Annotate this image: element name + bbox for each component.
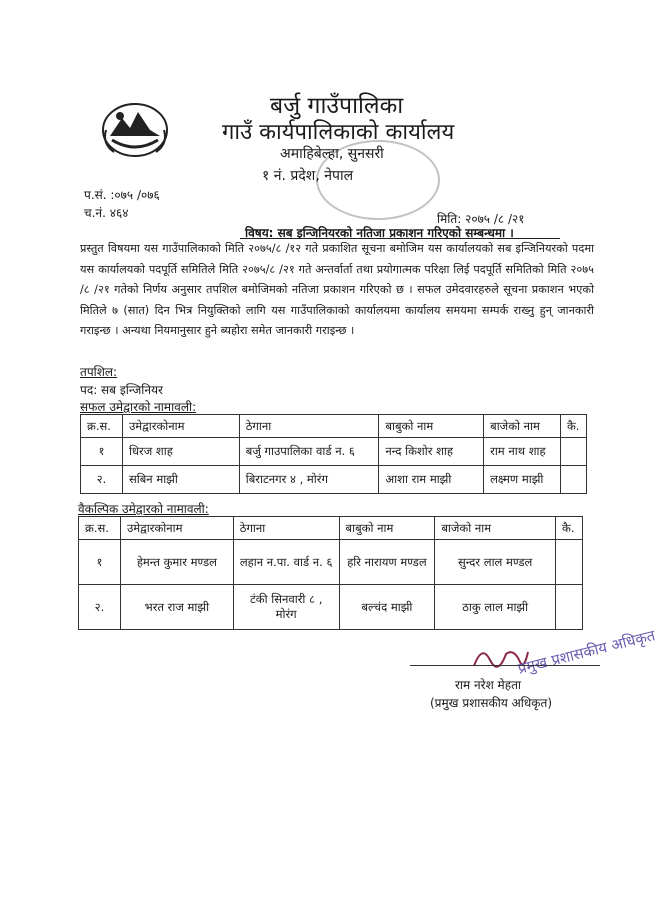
letter-date: मिति: २०७५ /८ /२१: [437, 212, 525, 226]
cell-remarks: [555, 540, 582, 585]
body-paragraph: प्रस्तुत विषयमा यस गाउँपालिकाको मिति २०७५/८ /१२ गते प्रकाशित सूचना बमोजिम यस कार्यालयको सब इन्जिनियरको पदमा यस कार्यालयको पदपूर्ति समितिले मिति २०७५/८ /२१ गते अन्तर्वार्ता तथा प्रयोगात्मक परिक्षा लिई पदपूर्ति समितिको मिति २०७५ /८ /२१ गतेको निर्णय अनुसार तपशिल बमोजिमको नतिजा प्रकाशन गरिएको छ । सफल उमेदवारहरुले सूचना प्रकाशन भएको मितिले ७ (सात) दिन भित्र नियुक्तिको लागि यस गाउँपालिकाको कार्यालयमा कार्यालय समयमा सम्पर्क राख्नु हुन् जानकारी गराइन्छ । अन्यथा नियमानुसार हुने ब्यहोरा समेत जानकारी गराइन्छ ।: [80, 242, 594, 338]
table-header-row: [81, 415, 587, 438]
table-row: [79, 540, 583, 585]
cell-address: लहान न.पा. वार्ड न. ६: [233, 540, 339, 585]
org-name: बर्जु गाउँपालिका: [270, 93, 404, 119]
signatory-title: (प्रमुख प्रशासकीय अधिकृत): [430, 696, 553, 710]
table-row: [81, 466, 587, 494]
municipal-emblem-logo: [100, 100, 170, 164]
col-header: कै.: [560, 415, 586, 438]
col-header: ठेगाना: [239, 415, 379, 438]
cell-father: बल्चंद माझी: [339, 585, 435, 630]
col-header: उमेद्वारकोनाम: [120, 517, 233, 540]
reference-ps: प.सं. :०७५ /०७६: [84, 188, 160, 202]
cell-father: हरि नारायण मण्डल: [339, 540, 435, 585]
col-header: बाबुको नाम: [379, 415, 484, 438]
cell-grandfather: ठाकु लाल माझी: [435, 585, 556, 630]
cell-remarks: [560, 438, 586, 466]
col-header: ठेगाना: [233, 517, 339, 540]
alternative-heading: वैकल्पिक उमेद्वारको नामावली:: [78, 502, 209, 516]
cell-sn: १: [81, 438, 123, 466]
cell-address: टंकी सिनवारी ८ , मोरंग: [233, 585, 339, 630]
cell-address: बर्जु गाउपालिका वार्ड न. ६: [239, 438, 379, 466]
col-header: क्र.स.: [81, 415, 123, 438]
cell-name: सबिन माझी: [122, 466, 239, 494]
col-header: बाबुको नाम: [339, 517, 435, 540]
table-row: [79, 585, 583, 630]
col-header: कै.: [555, 517, 582, 540]
alternative-candidates-table: [78, 516, 583, 630]
successful-heading: सफल उमेद्वारको नामावली:: [80, 400, 197, 414]
cell-name: धिरज शाह: [122, 438, 239, 466]
cell-father: आशा राम माझी: [379, 466, 484, 494]
tapsil-label: तपशिल:: [80, 365, 118, 379]
post-label: पद: सब इन्जिनियर: [80, 383, 163, 397]
office-name: गाउँ कार्यपालिकाको कार्यालय: [222, 120, 455, 145]
cell-father: नन्द किशोर शाह: [379, 438, 484, 466]
cell-sn: २.: [81, 466, 123, 494]
cell-grandfather: लक्ष्मण माझी: [484, 466, 561, 494]
address-line-2: १ नं. प्रदेश, नेपाल: [262, 168, 354, 184]
cell-name: भरत राज माझी: [120, 585, 233, 630]
col-header: बाजेको नाम: [435, 517, 556, 540]
table-row: [81, 438, 587, 466]
col-header: बाजेको नाम: [484, 415, 561, 438]
reference-chn: च.नं. ४६४: [84, 206, 129, 220]
signature-stamp: प्रमुख प्रशासकीय अधिकृत: [515, 626, 657, 678]
cell-sn: १: [79, 540, 121, 585]
address-line-1: अमाहिबेल्हा, सुनसरी: [280, 146, 384, 162]
col-header: क्र.स.: [79, 517, 121, 540]
signature-line: [410, 665, 600, 666]
cell-remarks: [555, 585, 582, 630]
cell-remarks: [560, 466, 586, 494]
cell-grandfather: राम नाथ शाह: [484, 438, 561, 466]
cell-address: बिराटनगर ४ , मोरंग: [239, 466, 379, 494]
cell-sn: २.: [79, 585, 121, 630]
table-header-row: [79, 517, 583, 540]
cell-name: हेमन्त कुमार मण्डल: [120, 540, 233, 585]
successful-candidates-table: [80, 414, 587, 494]
signatory-name: राम नरेश मेहता: [455, 678, 522, 692]
subject-line: विषय: सब इन्जिनियरको नतिजा प्रकाशन गरिएको सम्बन्धमा ।: [245, 226, 514, 240]
col-header: उमेद्वारकोनाम: [122, 415, 239, 438]
cell-grandfather: सुन्दर लाल मण्डल: [435, 540, 556, 585]
